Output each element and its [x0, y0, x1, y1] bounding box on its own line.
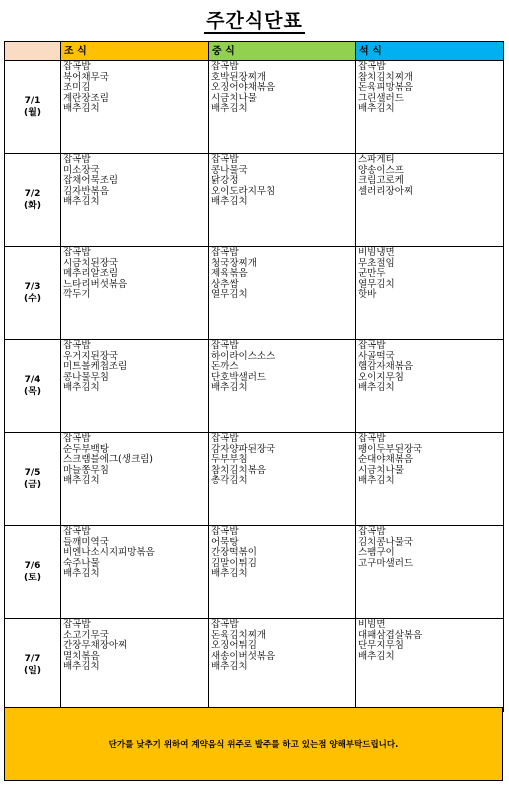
- menu-item: 오징어튀김: [211, 640, 257, 652]
- menu-item: 감자양파된장국: [211, 443, 276, 455]
- menu-item: 잡곡밥: [358, 340, 386, 351]
- menu-item: 무초절임: [358, 257, 395, 269]
- menu-item: 돈육피망볶음: [358, 82, 414, 94]
- menu-item: 오이도라지무침: [211, 185, 276, 197]
- menu-item: 상추쌈: [211, 278, 239, 290]
- day-cell: [5, 619, 61, 712]
- menu-item: 김자반볶음: [63, 185, 109, 197]
- day-of-week: (일): [24, 666, 41, 676]
- menu-item: 잡곡밥: [211, 154, 239, 165]
- day-cell: [5, 526, 61, 619]
- day-of-week: (화): [24, 201, 41, 211]
- menu-item: 돈까스: [211, 361, 239, 373]
- day-date: 7/1: [24, 96, 41, 106]
- menu-item: 열무김치: [211, 289, 248, 301]
- menu-item: 사골떡국: [358, 350, 395, 362]
- day-date: 7/3: [24, 282, 41, 292]
- menu-item: 참치김치찌개: [358, 71, 414, 83]
- day-of-week: (토): [24, 573, 41, 583]
- menu-item: 제육볶음: [211, 268, 248, 280]
- menu-item: 잡곡밥: [358, 526, 386, 537]
- day-of-week: (목): [24, 387, 41, 397]
- day-row: [5, 61, 504, 154]
- day-date: 7/2: [24, 189, 41, 199]
- menu-item: 스크램블에그(생크림): [63, 454, 154, 466]
- menu-item: 하이라이스소스: [211, 350, 276, 362]
- menu-item: 시금치나물: [358, 464, 404, 476]
- header-lunch: 중 식: [209, 42, 356, 61]
- menu-item: 배추김치: [211, 661, 248, 673]
- menu-item: 배추김치: [63, 196, 100, 208]
- menu-item: 잡곡밥: [63, 433, 91, 444]
- menu-item: 잡곡밥: [63, 61, 91, 72]
- menu-table: [4, 41, 504, 712]
- footer-text: 단가를 낮추기 위하여 계약음식 위주로 발주를 하고 있는점 양해부탁드립니다.: [108, 740, 399, 750]
- menu-item: 잡곡밥: [211, 61, 239, 72]
- menu-item: 크림고로케: [358, 175, 404, 187]
- day-date: 7/7: [24, 654, 41, 664]
- menu-item: 청국장찌개: [211, 257, 257, 269]
- breakfast-cell: [61, 247, 209, 340]
- page-title: 주간식단표: [206, 10, 303, 32]
- dinner-cell: [356, 433, 504, 526]
- day-cell: [5, 247, 61, 340]
- header-dinner: 석 식: [356, 42, 504, 61]
- breakfast-cell: [61, 61, 209, 154]
- menu-item: 간장떡볶이: [211, 547, 257, 559]
- menu-item: 잡곡밥: [63, 154, 91, 165]
- menu-item: 간장무채장아찌: [63, 640, 128, 652]
- menu-item: 돈육김치찌개: [211, 629, 267, 641]
- menu-item: 배추김치: [63, 568, 100, 580]
- menu-item: 숙주나물: [63, 557, 100, 569]
- menu-item: 김말이튀김: [211, 557, 257, 569]
- menu-item: 잡채어묵조림: [63, 175, 119, 187]
- lunch-cell: [209, 433, 356, 526]
- day-row: [5, 154, 504, 247]
- menu-item: 호박된장찌개: [211, 71, 267, 83]
- menu-item: 멸치볶음: [63, 650, 100, 662]
- lunch-cell: [209, 154, 356, 247]
- menu-item: 잡곡밥: [211, 433, 239, 444]
- day-of-week: (수): [24, 294, 41, 304]
- dinner-cell: [356, 340, 504, 433]
- day-row: [5, 526, 504, 619]
- menu-item: 햄감자채볶음: [358, 361, 414, 373]
- day-of-week: (월): [24, 108, 41, 118]
- menu-item: 오징어야채볶음: [211, 82, 276, 94]
- menu-item: 배추김치: [358, 475, 395, 487]
- menu-item: 순두부백탕: [63, 443, 109, 455]
- menu-item: 잡곡밥: [358, 433, 386, 444]
- day-row: [5, 340, 504, 433]
- menu-item: 그린샐러드: [358, 92, 404, 104]
- menu-item: 고구마샐러드: [358, 557, 414, 569]
- day-row: [5, 247, 504, 340]
- lunch-cell: [209, 340, 356, 433]
- menu-item: 배추김치: [63, 475, 100, 487]
- menu-item: 배추김치: [211, 103, 248, 115]
- menu-item: 북어채무국: [63, 71, 109, 83]
- menu-item: 배추김치: [211, 196, 248, 208]
- menu-item: 조미김: [63, 82, 91, 94]
- dinner-cell: [356, 61, 504, 154]
- menu-item: 콩나물무침: [63, 371, 109, 383]
- menu-item: 잡곡밥: [211, 247, 239, 258]
- day-cell: [5, 154, 61, 247]
- menu-item: 열무김치: [358, 278, 395, 290]
- menu-item: 순대야채볶음: [358, 454, 414, 466]
- menu-item: 시금치된장국: [63, 257, 119, 269]
- menu-item: 총각김치: [211, 475, 248, 487]
- menu-item: 잡곡밥: [63, 526, 91, 537]
- day-cell: [5, 61, 61, 154]
- menu-item: 단무지무침: [358, 640, 404, 652]
- day-row: [5, 433, 504, 526]
- lunch-cell: [209, 61, 356, 154]
- day-cell: [5, 340, 61, 433]
- menu-item: 배추김치: [211, 382, 248, 394]
- menu-item: 비엔나소시지피망볶음: [63, 547, 155, 559]
- menu-item: 새송이버섯볶음: [211, 650, 276, 662]
- menu-item: 배추김치: [358, 382, 395, 394]
- menu-item: 깍두기: [63, 289, 91, 301]
- menu-item: 콩나물국: [211, 164, 248, 176]
- breakfast-cell: [61, 433, 209, 526]
- menu-item: 스파게티: [358, 154, 395, 165]
- menu-item: 소고기무국: [63, 629, 109, 641]
- menu-item: 메추리알조림: [63, 268, 119, 280]
- dinner-cell: [356, 619, 504, 712]
- menu-item: 잡곡밥: [211, 526, 239, 537]
- menu-item: 잡곡밥: [63, 247, 91, 258]
- dinner-cell: [356, 154, 504, 247]
- menu-item: 배추김치: [211, 568, 248, 580]
- menu-item: 배추김치: [63, 382, 100, 394]
- day-date: 7/5: [24, 468, 41, 478]
- menu-item: 핫바: [358, 289, 377, 301]
- lunch-cell: [209, 526, 356, 619]
- menu-item: 어묵탕: [211, 536, 239, 548]
- day-of-week: (금): [24, 480, 41, 490]
- lunch-cell: [209, 247, 356, 340]
- dinner-cell: [356, 247, 504, 340]
- menu-item: 배추김치: [63, 103, 100, 115]
- menu-item: 잡곡밥: [211, 340, 239, 351]
- menu-item: 셀러리장아찌: [358, 185, 414, 197]
- day-row: [5, 619, 504, 712]
- menu-item: 잡곡밥: [63, 340, 91, 351]
- menu-item: 두부부침: [211, 454, 248, 466]
- lunch-cell: [209, 619, 356, 712]
- menu-item: 느타리버섯볶음: [63, 278, 128, 290]
- menu-item: 단호박샐러드: [211, 371, 267, 383]
- breakfast-cell: [61, 526, 209, 619]
- dinner-cell: [356, 526, 504, 619]
- day-date: 7/6: [24, 561, 41, 571]
- day-cell: [5, 433, 61, 526]
- menu-item: 우거지된장국: [63, 350, 119, 362]
- menu-item: 스팸구이: [358, 547, 395, 559]
- menu-item: 배추김치: [358, 650, 395, 662]
- menu-item: 들깨미역국: [63, 536, 109, 548]
- menu-item: 시금치나물: [211, 92, 257, 104]
- menu-item: 군만두: [358, 268, 386, 280]
- menu-item: 마늘쫑무침: [63, 464, 109, 476]
- header-breakfast: 조 식: [61, 42, 209, 61]
- menu-item: 양송이스프: [358, 164, 404, 176]
- footer-notice: [4, 707, 503, 781]
- menu-item: 배추김치: [358, 103, 395, 115]
- menu-item: 비빔냉면: [358, 247, 395, 258]
- day-date: 7/4: [24, 375, 41, 385]
- menu-item: 참치김치볶음: [211, 464, 267, 476]
- breakfast-cell: [61, 619, 209, 712]
- menu-item: 대패삼겹살볶음: [358, 629, 423, 641]
- menu-item: 잡곡밥: [211, 619, 239, 630]
- menu-item: 팽이두부된장국: [358, 443, 423, 455]
- menu-item: 계란장조림: [63, 92, 109, 104]
- menu-item: 오이지무침: [358, 371, 404, 383]
- menu-item: 비빔면: [358, 619, 386, 630]
- menu-item: 잡곡밥: [358, 61, 386, 72]
- menu-item: 배추김치: [63, 661, 100, 673]
- header-blank: [5, 42, 61, 61]
- menu-item: 김치콩나물국: [358, 536, 414, 548]
- menu-item: 미트볼케첩조림: [63, 361, 128, 373]
- menu-item: 닭강정: [211, 175, 239, 187]
- breakfast-cell: [61, 340, 209, 433]
- breakfast-cell: [61, 154, 209, 247]
- menu-item: 미소장국: [63, 164, 100, 176]
- menu-item: 잡곡밥: [63, 619, 91, 630]
